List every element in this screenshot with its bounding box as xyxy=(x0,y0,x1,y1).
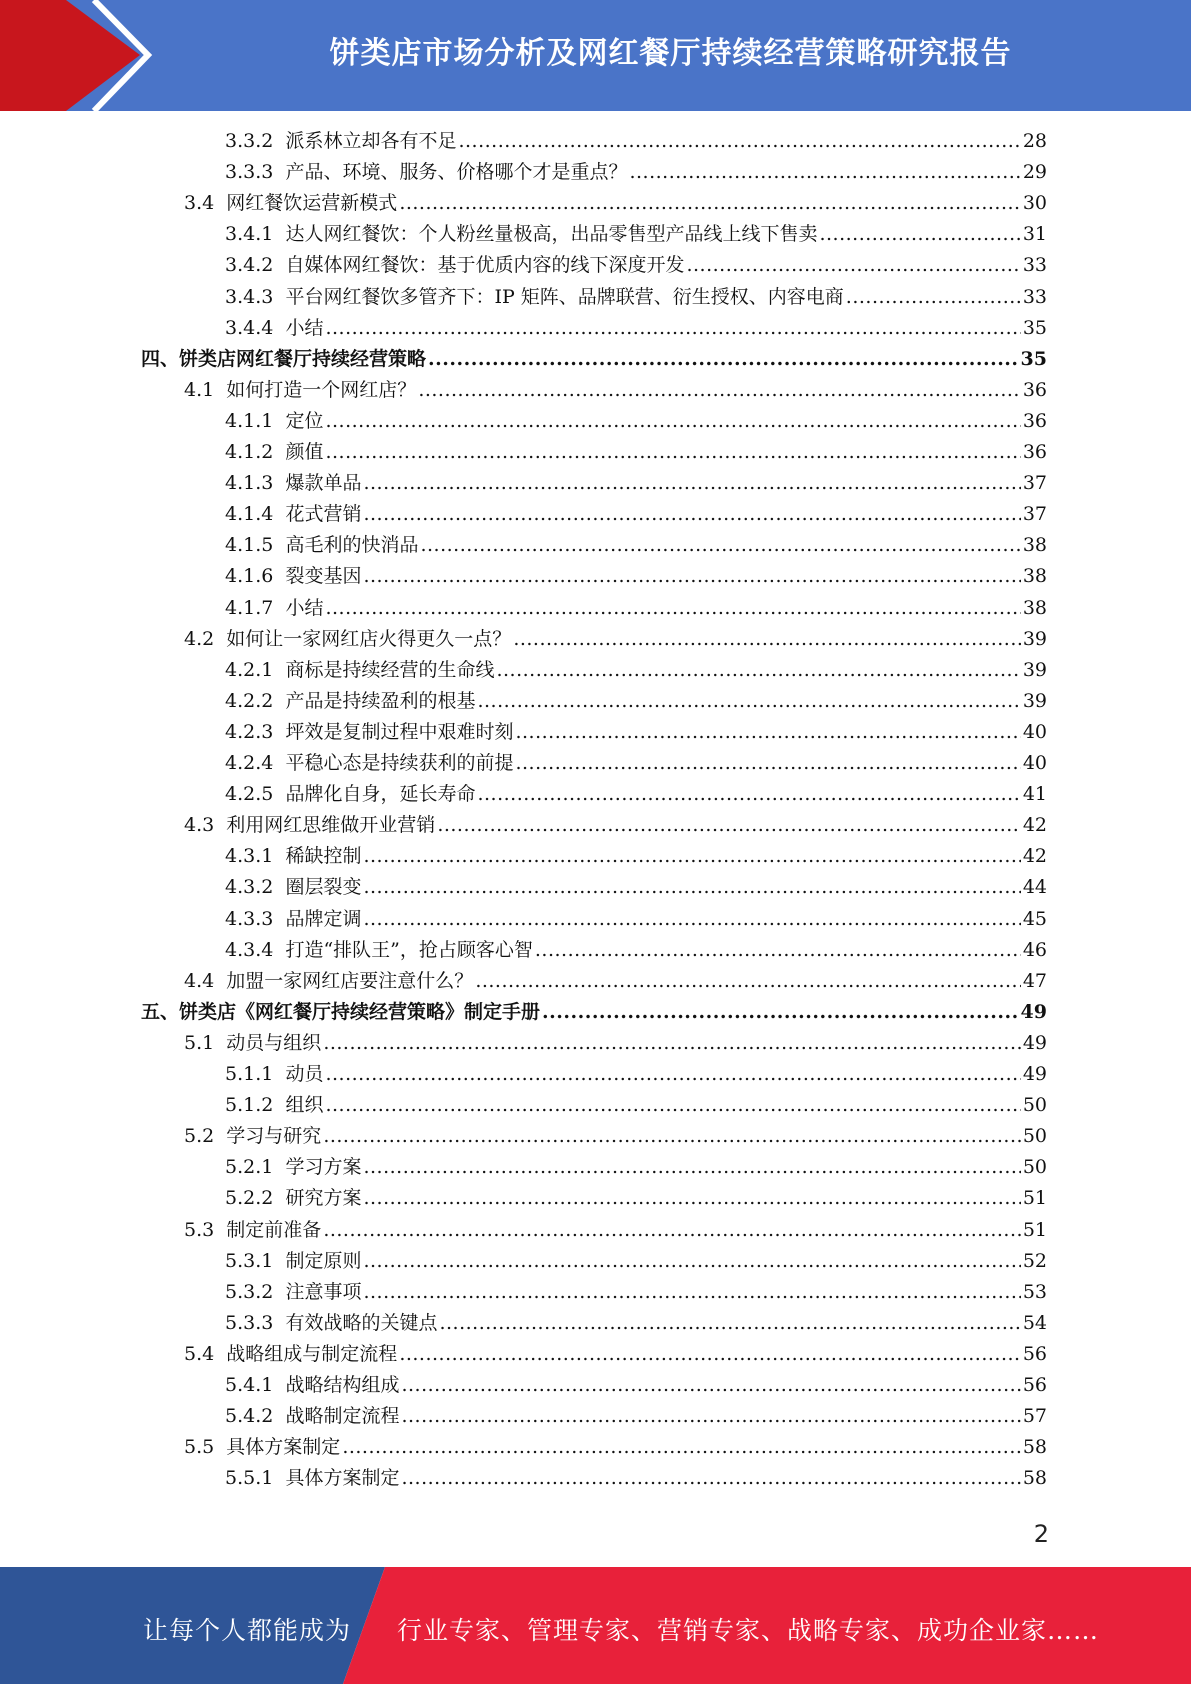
toc-entry-title: 定位 xyxy=(285,409,324,432)
toc-entry[interactable] xyxy=(225,219,1047,250)
toc-entry-page: 36 xyxy=(1022,378,1047,401)
page-header xyxy=(0,0,1191,111)
toc-entry-page: 50 xyxy=(1022,1125,1047,1148)
toc-entry-page: 41 xyxy=(1022,783,1047,806)
toc-entry[interactable] xyxy=(141,997,1047,1028)
toc-entry[interactable] xyxy=(184,624,1047,655)
toc-entry-number: 4.2.5 xyxy=(225,783,286,806)
toc-entry-title: 制定前准备 xyxy=(226,1218,322,1241)
toc-entry[interactable] xyxy=(225,655,1047,686)
toc-entry-page: 51 xyxy=(1022,1218,1047,1241)
toc-entry[interactable] xyxy=(225,468,1047,499)
toc-entry-title: 自媒体网红餐饮：基于优质内容的线下深度开发 xyxy=(285,254,685,277)
toc-entry-page: 38 xyxy=(1022,565,1047,588)
toc-dot-leader xyxy=(363,1246,1020,1277)
toc-entry[interactable] xyxy=(225,313,1047,344)
toc-entry-page: 56 xyxy=(1022,1342,1047,1365)
toc-entry-title: 有效战略的关键点 xyxy=(285,1311,438,1334)
toc-entry[interactable] xyxy=(141,344,1047,375)
toc-entry-page: 42 xyxy=(1022,814,1047,837)
toc-dot-leader xyxy=(342,1432,1021,1463)
toc-dot-leader xyxy=(496,655,1020,686)
toc-entry-page: 29 xyxy=(1022,161,1047,184)
header-red-arrow xyxy=(0,0,140,111)
toc-entry-title: 加盟一家网红店要注意什么？ xyxy=(226,969,474,992)
toc-entry[interactable] xyxy=(225,1370,1047,1401)
toc-entry-number: 5.4 xyxy=(184,1342,227,1365)
toc-entry-page: 38 xyxy=(1022,534,1047,557)
toc-entry-page: 38 xyxy=(1022,596,1047,619)
toc-entry-title: 裂变基因 xyxy=(285,565,362,588)
toc-entry[interactable] xyxy=(225,437,1047,468)
toc-entry[interactable] xyxy=(184,1028,1047,1059)
footer-slogan-left: 让每个人都能成为 xyxy=(143,1616,352,1645)
toc-dot-leader xyxy=(363,499,1020,530)
toc-entry[interactable] xyxy=(225,126,1047,157)
toc-entry-title: 网红餐饮运营新模式 xyxy=(226,192,398,215)
toc-entry-page: 35 xyxy=(1022,316,1047,339)
toc-entry[interactable] xyxy=(225,748,1047,779)
toc-dot-leader xyxy=(323,1121,1021,1152)
toc-dot-leader xyxy=(458,126,1020,157)
toc-entry[interactable] xyxy=(225,935,1047,966)
toc-dot-leader xyxy=(363,904,1020,935)
toc-dot-leader xyxy=(401,1463,1020,1494)
toc-entry[interactable] xyxy=(184,1215,1047,1246)
toc-entry-number: 4.3.1 xyxy=(225,845,286,868)
toc-entry-number: 3.3.3 xyxy=(225,161,286,184)
toc-entry-number: 3.4 xyxy=(184,192,227,215)
toc-entry-page: 45 xyxy=(1022,907,1047,930)
toc-dot-leader xyxy=(363,1183,1020,1214)
toc-entry-title: 小结 xyxy=(285,316,324,339)
toc-dot-leader xyxy=(437,810,1021,841)
toc-entry-page: 37 xyxy=(1022,503,1047,526)
toc-entry-page: 40 xyxy=(1022,752,1047,774)
toc-entry[interactable] xyxy=(225,157,1047,188)
toc-entry-page: 51 xyxy=(1022,1187,1047,1210)
toc-entry-number: 5.3.1 xyxy=(225,1249,286,1272)
toc-entry-title: 产品、环境、服务、价格哪个才是重点？ xyxy=(285,161,628,184)
toc-entry-title: 颜值 xyxy=(285,441,324,463)
toc-entry-title: 品牌定调 xyxy=(285,907,362,930)
toc-dot-leader xyxy=(686,250,1020,281)
toc-entry-title: 利用网红思维做开业营销 xyxy=(226,814,436,837)
toc-entry-page: 39 xyxy=(1022,627,1047,650)
toc-entry-page: 50 xyxy=(1022,1156,1047,1179)
toc-entry-number: 5.1.2 xyxy=(225,1094,286,1117)
toc-entry-page: 49 xyxy=(1022,1031,1047,1054)
toc-entry[interactable] xyxy=(184,1121,1047,1152)
toc-entry-page: 50 xyxy=(1022,1094,1047,1117)
toc-dot-leader xyxy=(428,344,1019,375)
toc-dot-leader xyxy=(363,1152,1020,1183)
toc-dot-leader xyxy=(401,1370,1020,1401)
toc-entry[interactable] xyxy=(225,904,1047,935)
toc-dot-leader xyxy=(477,779,1020,810)
toc-entry-title: 注意事项 xyxy=(285,1280,362,1303)
toc-dot-leader xyxy=(515,717,1020,748)
toc-entry-page: 36 xyxy=(1022,409,1047,432)
toc-entry-title: 五、饼类店《网红餐厅持续经营策略》制定手册 xyxy=(141,1000,541,1023)
toc-entry-page: 52 xyxy=(1022,1249,1047,1272)
toc-entry-title: 花式营销 xyxy=(285,503,362,526)
toc-entry-page: 35 xyxy=(1020,347,1047,370)
toc-entry-number: 3.4.3 xyxy=(225,285,286,308)
toc-entry-title: 制定原则 xyxy=(285,1249,362,1272)
toc-entry-number: 4.4 xyxy=(184,969,227,992)
toc-entry-number: 4.1.3 xyxy=(225,472,286,495)
toc-entry-page: 56 xyxy=(1022,1374,1047,1396)
toc-entry-page: 53 xyxy=(1022,1280,1047,1303)
toc-entry-number: 5.1 xyxy=(184,1031,227,1054)
toc-entry-title: 爆款单品 xyxy=(285,472,362,495)
toc-entry-number: 4.1.4 xyxy=(225,503,286,526)
toc-entry-number: 5.5 xyxy=(184,1436,227,1459)
toc-entry-page: 39 xyxy=(1022,689,1047,712)
toc-dot-leader xyxy=(477,686,1020,717)
toc-entry-number: 3.4.1 xyxy=(225,223,286,246)
toc-entry-title: 打造“排队王”，抢占顾客心智 xyxy=(285,938,533,961)
toc-entry[interactable] xyxy=(225,250,1047,281)
toc-entry-number: 3.4.4 xyxy=(225,316,286,339)
toc-entry[interactable] xyxy=(225,1090,1047,1121)
footer-slogan-right: 行业专家、管理专家、营销专家、战略专家、成功企业家…… xyxy=(397,1616,1100,1645)
toc-entry-title: 稀缺控制 xyxy=(285,845,362,868)
toc-entry-page: 37 xyxy=(1022,472,1047,495)
toc-entry-title: 圈层裂变 xyxy=(285,876,362,899)
toc-entry[interactable] xyxy=(225,282,1047,313)
toc-entry-page: 46 xyxy=(1022,938,1047,961)
toc-entry-title: 学习与研究 xyxy=(226,1125,322,1148)
toc-entry-number: 5.3 xyxy=(184,1218,227,1241)
report-title: 饼类店市场分析及网红餐厅持续经营策略研究报告 xyxy=(329,36,1012,71)
toc-dot-leader xyxy=(323,1215,1021,1246)
toc-dot-leader xyxy=(363,561,1020,592)
toc-entry-number: 4.3 xyxy=(184,814,227,837)
toc-entry-number: 4.3.2 xyxy=(225,876,286,899)
toc-dot-leader xyxy=(363,468,1020,499)
toc-entry-page: 57 xyxy=(1022,1405,1047,1428)
toc-entry-title: 平稳心态是持续获利的前提 xyxy=(285,752,514,774)
toc-entry-title: 产品是持续盈利的根基 xyxy=(285,689,476,712)
toc-entry[interactable] xyxy=(225,1152,1047,1183)
toc-entry-title: 四、饼类店网红餐厅持续经营策略 xyxy=(141,347,427,370)
toc-entry-number: 4.2.2 xyxy=(225,689,286,712)
toc-dot-leader xyxy=(323,1028,1021,1059)
toc-entry-title: 战略制定流程 xyxy=(285,1405,400,1428)
toc-entry[interactable] xyxy=(225,1463,1047,1494)
toc-entry-number: 4.1.6 xyxy=(225,565,286,588)
toc-entry-title: 战略组成与制定流程 xyxy=(226,1342,398,1365)
toc-entry-title: 动员与组织 xyxy=(226,1031,322,1054)
toc-entry-page: 49 xyxy=(1022,1063,1047,1085)
toc-dot-leader xyxy=(439,1308,1020,1339)
toc-dot-leader xyxy=(363,841,1020,872)
toc-entry[interactable] xyxy=(225,1277,1047,1308)
toc-entry-page: 49 xyxy=(1020,1000,1047,1023)
toc-entry-page: 58 xyxy=(1022,1467,1047,1490)
toc-entry-page: 33 xyxy=(1022,285,1047,308)
toc-dot-leader xyxy=(629,157,1020,188)
toc-entry[interactable] xyxy=(225,1183,1047,1214)
toc-dot-leader xyxy=(325,406,1020,437)
toc-entry-page: 39 xyxy=(1022,658,1047,681)
toc-dot-leader xyxy=(399,188,1021,219)
toc-entry-number: 4.2.4 xyxy=(225,752,286,774)
toc-entry-title: 平台网红餐饮多管齐下：IP 矩阵、品牌联营、衍生授权、内容电商 xyxy=(285,285,844,308)
toc-entry-number: 3.4.2 xyxy=(225,254,286,277)
toc-entry-number: 5.1.1 xyxy=(225,1063,286,1085)
toc-entry-page: 47 xyxy=(1022,969,1047,992)
toc-entry-page: 30 xyxy=(1022,192,1047,215)
toc-entry-title: 具体方案制定 xyxy=(285,1467,400,1490)
toc-entry[interactable] xyxy=(225,779,1047,810)
toc-dot-leader xyxy=(515,748,1020,779)
toc-dot-leader xyxy=(399,1339,1021,1370)
toc-entry-page: 31 xyxy=(1022,223,1047,246)
toc-entry-page: 42 xyxy=(1022,845,1047,868)
toc-entry[interactable] xyxy=(225,1059,1047,1090)
toc-entry[interactable] xyxy=(225,593,1047,624)
toc-entry[interactable] xyxy=(184,966,1047,997)
toc-entry-page: 33 xyxy=(1022,254,1047,277)
toc-entry-title: 组织 xyxy=(285,1094,324,1117)
toc-entry-title: 如何让一家网红店火得更久一点？ xyxy=(226,627,512,650)
toc-entry-title: 学习方案 xyxy=(285,1156,362,1179)
toc-entry-number: 5.2.1 xyxy=(225,1156,286,1179)
toc-entry-number: 4.1.7 xyxy=(225,596,286,619)
toc-entry[interactable] xyxy=(225,1246,1047,1277)
toc-entry-title: 具体方案制定 xyxy=(226,1436,341,1459)
toc-entry-page: 58 xyxy=(1022,1436,1047,1459)
toc-entry-title: 达人网红餐饮：个人粉丝量极高，出品零售型产品线上线下售卖 xyxy=(285,223,818,246)
toc-entry-number: 4.2.1 xyxy=(225,658,286,681)
toc-entry-number: 5.5.1 xyxy=(225,1467,286,1490)
toc-entry-number: 3.3.2 xyxy=(225,130,286,152)
toc-entry[interactable] xyxy=(225,686,1047,717)
toc-entry-title: 研究方案 xyxy=(285,1187,362,1210)
toc-entry-number: 4.2 xyxy=(184,627,227,650)
toc-entry[interactable] xyxy=(184,188,1047,219)
toc-dot-leader xyxy=(325,593,1020,624)
toc-dot-leader xyxy=(819,219,1020,250)
toc-dot-leader xyxy=(846,282,1021,313)
toc-entry-number: 5.2.2 xyxy=(225,1187,286,1210)
toc-entry-number: 4.1.2 xyxy=(225,441,286,463)
toc-dot-leader xyxy=(363,1277,1020,1308)
toc-entry-title: 派系林立却各有不足 xyxy=(285,130,457,152)
toc-entry-page: 54 xyxy=(1022,1311,1047,1334)
toc-entry[interactable] xyxy=(225,561,1047,592)
toc-entry-number: 4.1 xyxy=(184,378,227,401)
toc-entry-title: 小结 xyxy=(285,596,324,619)
toc-dot-leader xyxy=(325,1090,1020,1121)
toc-dot-leader xyxy=(363,872,1020,903)
toc-entry-number: 5.4.2 xyxy=(225,1405,286,1428)
toc-entry-title: 商标是持续经营的生命线 xyxy=(285,658,495,681)
toc-entry-number: 4.1.5 xyxy=(225,534,286,557)
toc-entry[interactable] xyxy=(225,717,1047,748)
toc-entry-title: 动员 xyxy=(285,1063,324,1085)
toc-entry-page: 36 xyxy=(1022,441,1047,463)
toc-entry-page: 44 xyxy=(1022,876,1047,899)
toc-entry-number: 5.2 xyxy=(184,1125,227,1148)
toc-entry[interactable] xyxy=(225,530,1047,561)
toc-entry-page: 28 xyxy=(1022,130,1047,152)
toc-dot-leader xyxy=(513,624,1021,655)
toc-dot-leader xyxy=(535,935,1021,966)
toc-entry-number: 4.1.1 xyxy=(225,409,286,432)
toc-entry[interactable] xyxy=(184,1432,1047,1463)
toc-dot-leader xyxy=(325,313,1020,344)
toc-entry-number: 4.2.3 xyxy=(225,720,286,743)
toc-entry-number: 5.3.3 xyxy=(225,1311,286,1334)
toc-entry-title: 品牌化自身，延长寿命 xyxy=(285,783,476,806)
toc-dot-leader xyxy=(475,966,1021,997)
toc-entry-number: 5.3.2 xyxy=(225,1280,286,1303)
toc-entry-number: 4.3.3 xyxy=(225,907,286,930)
toc-entry-page: 40 xyxy=(1022,720,1047,743)
toc-entry-number: 4.3.4 xyxy=(225,938,286,961)
toc-entry-title: 坪效是复制过程中艰难时刻 xyxy=(285,720,514,743)
toc-entry[interactable] xyxy=(184,375,1047,406)
toc-dot-leader xyxy=(542,997,1019,1028)
page-number: 2 xyxy=(1033,1520,1049,1548)
toc-entry-title: 如何打造一个网红店？ xyxy=(226,378,417,401)
toc-entry-title: 战略结构组成 xyxy=(285,1374,400,1396)
toc-entry[interactable] xyxy=(225,406,1047,437)
toc-entry[interactable] xyxy=(225,872,1047,903)
page-footer xyxy=(0,1567,1191,1684)
toc-entry-title: 高毛利的快消品 xyxy=(285,534,419,557)
toc-entry[interactable] xyxy=(184,1339,1047,1370)
toc-entry[interactable] xyxy=(184,810,1047,841)
toc-dot-leader xyxy=(401,1401,1020,1432)
toc-entry[interactable] xyxy=(225,1401,1047,1432)
toc-entry-number: 5.4.1 xyxy=(225,1374,286,1396)
toc-entry[interactable] xyxy=(225,841,1047,872)
toc-dot-leader xyxy=(325,1059,1020,1090)
toc-entry[interactable] xyxy=(225,499,1047,530)
toc-dot-leader xyxy=(325,437,1020,468)
toc-dot-leader xyxy=(420,530,1020,561)
toc-entry[interactable] xyxy=(225,1308,1047,1339)
toc-dot-leader xyxy=(418,375,1021,406)
